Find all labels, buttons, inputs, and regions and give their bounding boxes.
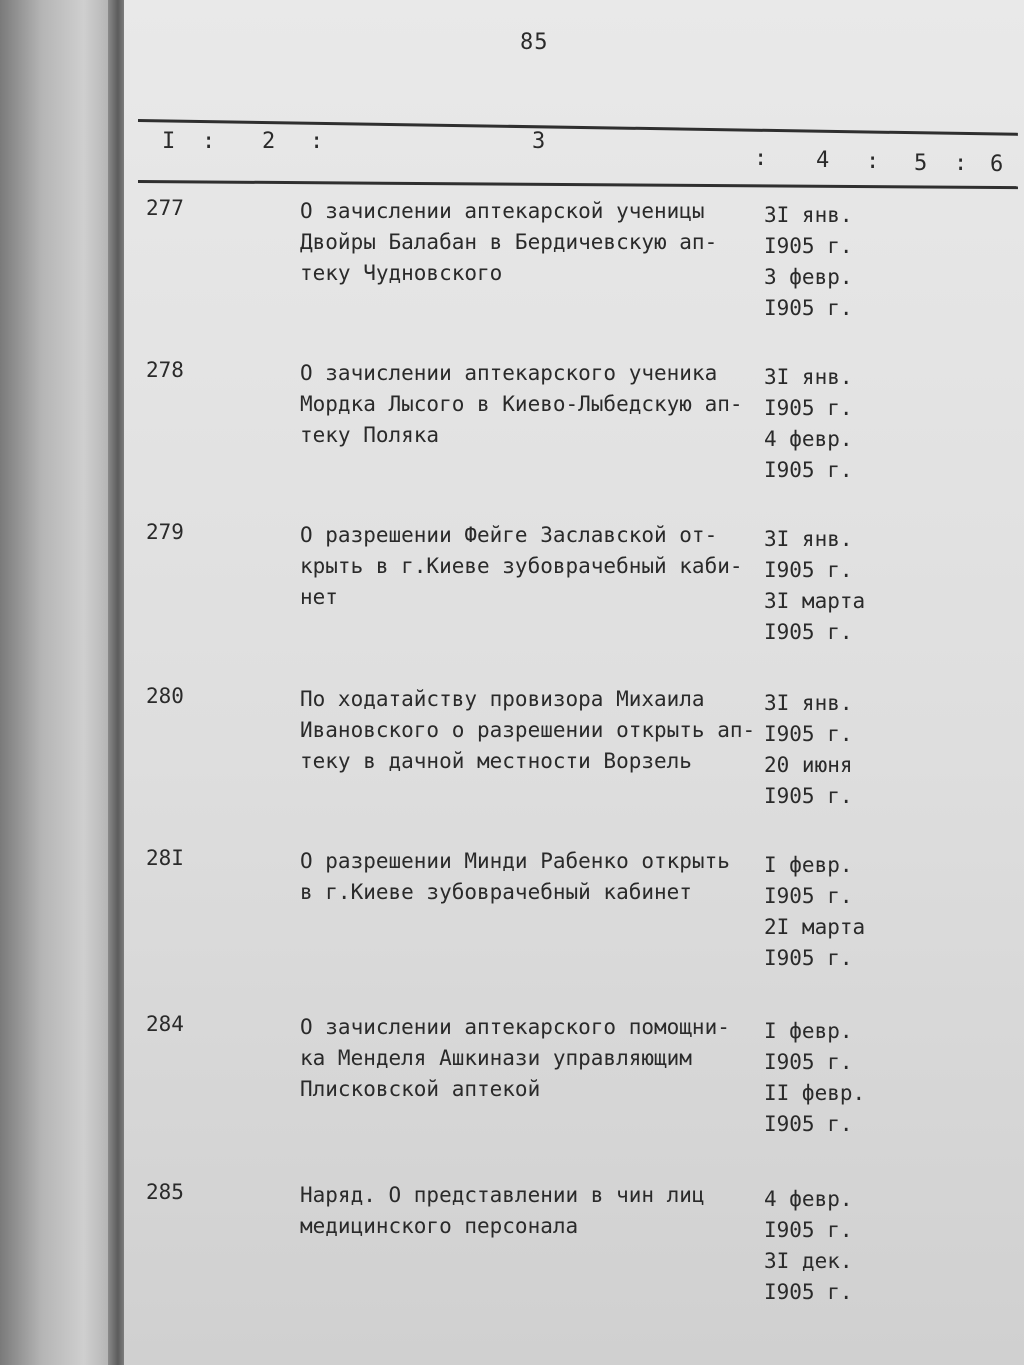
description-line: Ивановского о разрешении открыть ап- — [300, 718, 756, 742]
entry-number: 284 — [146, 1012, 184, 1036]
column-separator: : — [754, 146, 768, 171]
header-rule-bottom — [138, 180, 1018, 189]
description-line: О зачислении аптекарского ученика — [300, 361, 718, 385]
description-line: Плисковской аптекой — [300, 1077, 541, 1101]
end-year: I905 г. — [764, 784, 853, 808]
description-line: О разрешении Минди Рабенко открыть — [300, 849, 730, 873]
column-separator: : — [310, 129, 324, 154]
end-date: 20 июня — [764, 753, 853, 777]
description-line: теку Поляка — [300, 423, 440, 447]
end-year: I905 г. — [764, 1280, 853, 1304]
entry-description — [300, 196, 760, 289]
start-date: 3I янв. — [764, 527, 853, 551]
document-page — [124, 0, 1024, 1365]
start-date: 3I янв. — [764, 691, 853, 715]
start-year: I905 г. — [764, 722, 853, 746]
end-year: I905 г. — [764, 458, 853, 482]
entry-number: 278 — [146, 358, 184, 382]
end-year: I905 г. — [764, 620, 853, 644]
entry-number: 280 — [146, 684, 184, 708]
description-line: ка Менделя Ашкинази управляющим — [300, 1046, 692, 1070]
description-line: крыть в г.Киеве зубоврачебный каби- — [300, 554, 743, 578]
start-year: I905 г. — [764, 234, 853, 258]
end-date: II февр. — [764, 1081, 866, 1105]
entry-description — [300, 358, 760, 451]
facing-page — [0, 0, 120, 1365]
description-line: О зачислении аптекарской ученицы — [300, 199, 705, 223]
start-year: I905 г. — [764, 396, 853, 420]
description-line: теку в дачной местности Ворзель — [300, 749, 692, 773]
start-year: I905 г. — [764, 1218, 853, 1242]
description-line: теку Чудновского — [300, 261, 503, 285]
entry-description — [300, 1012, 760, 1105]
entry-dates — [764, 1016, 894, 1140]
description-line: Наряд. О представлении в чин лиц — [300, 1183, 705, 1207]
column-header-4: 4 — [816, 148, 830, 173]
end-year: I905 г. — [764, 296, 853, 320]
end-year: I905 г. — [764, 1112, 853, 1136]
start-date: 3I янв. — [764, 203, 853, 227]
description-line: медицинского персонала — [300, 1214, 579, 1238]
start-date: I февр. — [764, 853, 853, 877]
entry-description — [300, 846, 760, 908]
column-separator: : — [954, 151, 968, 176]
start-date: I февр. — [764, 1019, 853, 1043]
entry-number: 279 — [146, 520, 184, 544]
description-line: Мордка Лысого в Киево-Лыбедскую ап- — [300, 392, 743, 416]
description-line: нет — [300, 585, 338, 609]
end-date: 4 февр. — [764, 427, 853, 451]
end-year: I905 г. — [764, 946, 853, 970]
end-date: 2I марта — [764, 915, 866, 939]
description-line: По ходатайству провизора Михаила — [300, 687, 705, 711]
entry-number: 28I — [146, 846, 184, 870]
entry-number: 277 — [146, 196, 184, 220]
column-header-3: 3 — [532, 129, 546, 154]
entry-description — [300, 520, 760, 613]
description-line: Двойры Балабан в Бердичевскую ап- — [300, 230, 718, 254]
entry-dates — [764, 1184, 894, 1308]
entry-description — [300, 1180, 760, 1242]
start-date: 3I янв. — [764, 365, 853, 389]
entry-dates — [764, 200, 894, 324]
description-line: О зачислении аптекарского помощни- — [300, 1015, 730, 1039]
entry-dates — [764, 688, 894, 812]
description-line: О разрешении Фейге Заславской от- — [300, 523, 718, 547]
start-year: I905 г. — [764, 558, 853, 582]
column-separator: : — [866, 149, 880, 174]
start-date: 4 февр. — [764, 1187, 853, 1211]
entry-dates — [764, 362, 894, 486]
entry-dates — [764, 850, 894, 974]
start-year: I905 г. — [764, 1050, 853, 1074]
column-header-2: 2 — [262, 129, 276, 154]
column-header-5: 5 — [914, 151, 928, 176]
column-header-1: I — [162, 129, 176, 154]
description-line: в г.Киеве зубоврачебный кабинет — [300, 880, 692, 904]
end-date: 3 февр. — [764, 265, 853, 289]
column-separator: : — [202, 129, 216, 154]
page-number: 85 — [520, 30, 549, 55]
column-header-6: 6 — [990, 152, 1004, 177]
end-date: 3I марта — [764, 589, 866, 613]
start-year: I905 г. — [764, 884, 853, 908]
end-date: 3I дек. — [764, 1249, 853, 1273]
entry-number: 285 — [146, 1180, 184, 1204]
entry-description — [300, 684, 760, 777]
entry-dates — [764, 524, 894, 648]
